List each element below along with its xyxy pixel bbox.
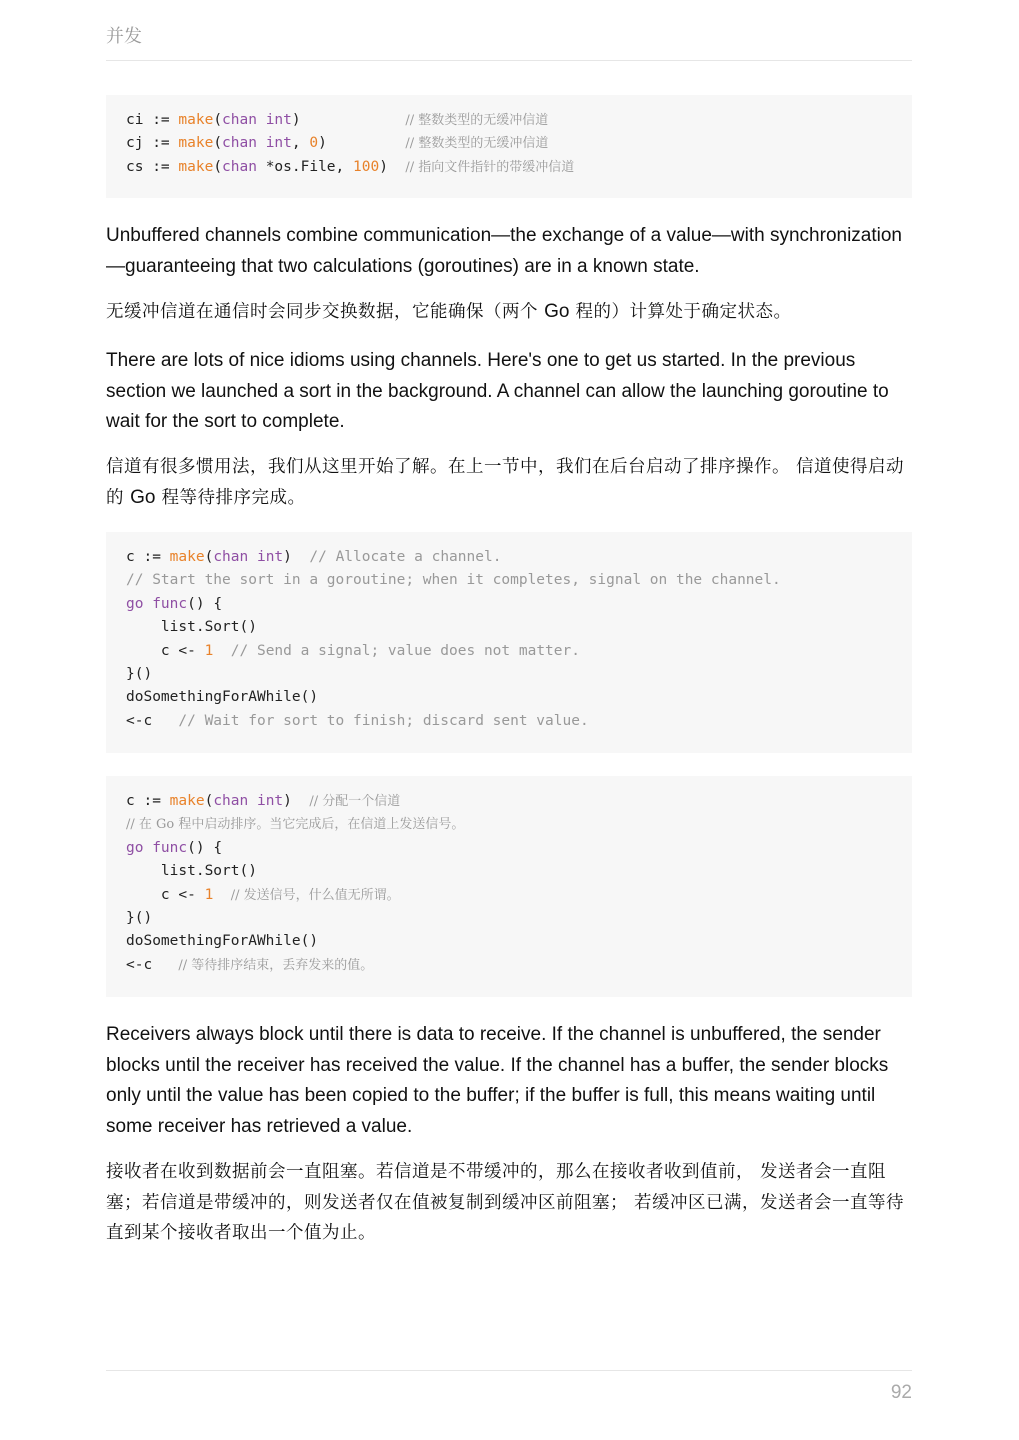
code-line xyxy=(126,156,892,179)
code-operator: := xyxy=(143,158,179,175)
paragraph-en-receivers: Receivers always block until there is data to receive. If the channel is unbuffered, the sender blocks until the receiver has received the value. If the channel has a buffer, the sender blocks only until the value has been copied to the buffer; if the buffer is full, this means waiting until some receiver has retrieved a value. xyxy=(106,1024,889,1137)
code-number: 0 xyxy=(309,135,319,152)
code-builtin: make xyxy=(178,135,214,152)
code-comment: // 在 Go 程中启动排序。当它完成后，在信道上发送信号。 xyxy=(126,817,465,833)
code-comment: // Allocate a channel. xyxy=(309,549,502,565)
header-divider xyxy=(106,60,912,61)
paragraph-en-unbuffered: Unbuffered channels combine communication—the exchange of a value—with synchronization—guaranteeing that two calculations (goroutines) are in a known state. xyxy=(106,225,902,277)
page-number: 92 xyxy=(890,1382,912,1403)
code-block-channel-declarations xyxy=(106,95,912,198)
code-punct: () { xyxy=(187,839,223,856)
code-identifier: cj xyxy=(126,135,144,152)
code-punct: ) xyxy=(283,549,310,565)
paragraph-zh-receivers: 接收者在收到数据前会一直阻塞。若信道是不带缓冲的，那么在接收者收到值前， 发送者会一直阻塞；若信道是带缓冲的，则发送者仅在值被复制到缓冲区前阻塞； 若缓冲区已满，发送者会一直等待直到某个接收者取出一个值为止。 xyxy=(106,1162,905,1244)
code-builtin: make xyxy=(169,549,205,565)
code-type: int xyxy=(265,135,292,152)
document-page xyxy=(106,0,912,1440)
code-identifier: cs xyxy=(126,158,144,175)
code-line xyxy=(126,710,892,733)
code-line xyxy=(126,884,892,907)
code-space xyxy=(301,112,406,128)
zh-text: 程的）计算处于确定状态。 xyxy=(569,302,792,322)
code-operator: := xyxy=(143,112,179,128)
code-type: int xyxy=(256,793,284,809)
code-identifier: ci xyxy=(126,112,144,128)
code-space xyxy=(213,643,230,659)
code-text: c := xyxy=(126,793,170,809)
code-line: doSomethingForAWhile() xyxy=(126,933,319,950)
paragraph-zh-unbuffered xyxy=(106,297,912,328)
code-keyword: chan xyxy=(222,112,257,128)
code-line: list.Sort() xyxy=(126,619,257,636)
code-space xyxy=(257,135,266,151)
code-builtin: make xyxy=(178,112,214,128)
code-comment: // 发送信号，什么值无所谓。 xyxy=(230,887,400,903)
code-keyword: chan xyxy=(222,135,257,152)
code-line xyxy=(126,132,892,155)
code-space xyxy=(257,112,266,128)
code-line: doSomethingForAWhile() xyxy=(126,689,319,706)
code-keyword: go xyxy=(126,595,144,612)
code-line xyxy=(126,813,892,836)
code-comment: // 分配一个信道 xyxy=(309,794,401,809)
code-text: <-c xyxy=(126,956,179,973)
code-punct: , xyxy=(291,135,310,152)
code-space xyxy=(388,159,405,175)
code-punct: ) xyxy=(379,158,388,175)
paragraph-en-idioms: There are lots of nice idioms using channels. Here's one to get us started. In the previous section we launched a sort in the background. A channel can allow the launching goroutine to wait for the sort to complete. xyxy=(106,350,889,433)
code-comment: // 整数类型的无缓冲信道 xyxy=(405,136,549,152)
code-punct: ( xyxy=(213,135,223,152)
code-keyword: go xyxy=(126,839,144,856)
code-line: }() xyxy=(126,909,153,926)
code-comment: // 整数类型的无缓冲信道 xyxy=(405,113,549,128)
code-comment: // Start the sort in a goroutine; when it completes, signal on the channel. xyxy=(126,572,781,589)
code-type-expr: *os.File, xyxy=(256,158,353,175)
code-builtin: make xyxy=(178,158,214,175)
code-punct: ( xyxy=(213,158,223,175)
code-keyword: func xyxy=(152,839,188,856)
code-number: 100 xyxy=(353,158,380,175)
code-line xyxy=(126,569,892,592)
code-line: list.Sort() xyxy=(126,863,257,880)
zh-text: 信道有很多惯用法，我们从这里开始了解。在上一节中，我们在后台启动了排序操作。 信道使得启动的 xyxy=(106,457,905,508)
code-comment: // 指向文件指针的带缓冲信道 xyxy=(405,159,575,175)
code-comment: // 等待排序结束，丢弃发来的值。 xyxy=(178,957,374,973)
code-keyword: chan xyxy=(213,793,249,809)
code-line: }() xyxy=(126,665,153,682)
code-builtin: make xyxy=(169,793,205,809)
code-line xyxy=(126,790,892,813)
code-punct: ) xyxy=(291,112,301,128)
code-block-sort-zh xyxy=(106,776,912,997)
code-line xyxy=(126,954,892,977)
code-punct: ( xyxy=(204,793,214,809)
zh-latin-term: Go xyxy=(544,301,570,322)
zh-text: 无缓冲信道在通信时会同步交换数据，它能确保（两个 xyxy=(106,302,545,322)
code-keyword: func xyxy=(152,595,188,612)
code-text: <-c xyxy=(126,712,179,729)
code-text: c := xyxy=(126,549,170,565)
zh-text: 程等待排序完成。 xyxy=(155,487,306,508)
code-line xyxy=(126,640,892,663)
code-punct: ) xyxy=(283,793,310,809)
code-line xyxy=(126,837,892,860)
code-punct: ) xyxy=(318,135,327,152)
code-line xyxy=(126,546,892,569)
code-block-sort-en xyxy=(106,532,912,753)
code-space xyxy=(248,793,257,809)
code-comment: // Wait for sort to finish; discard sent value. xyxy=(178,712,589,729)
code-keyword: chan xyxy=(213,549,249,565)
code-number: 1 xyxy=(204,642,214,659)
code-number: 1 xyxy=(204,886,214,903)
code-space xyxy=(327,135,406,151)
code-punct: () { xyxy=(187,595,223,612)
code-operator: := xyxy=(143,135,179,152)
code-punct: ( xyxy=(213,112,223,128)
paragraph-zh-idioms xyxy=(106,452,912,513)
code-keyword: chan xyxy=(222,158,257,175)
footer-divider xyxy=(106,1370,912,1371)
code-line xyxy=(126,109,892,132)
running-title: 并发 xyxy=(106,26,142,47)
zh-latin-term: Go xyxy=(130,486,156,508)
code-type: int xyxy=(256,549,284,565)
code-line xyxy=(126,593,892,616)
code-type: int xyxy=(265,112,292,128)
code-punct: ( xyxy=(204,549,214,565)
code-space xyxy=(213,887,230,903)
code-text: c <- xyxy=(126,642,205,659)
code-space xyxy=(143,596,152,612)
code-space xyxy=(248,549,257,565)
code-text: c <- xyxy=(126,886,205,903)
code-comment: // Send a signal; value does not matter. xyxy=(230,642,580,659)
code-space xyxy=(143,840,152,856)
